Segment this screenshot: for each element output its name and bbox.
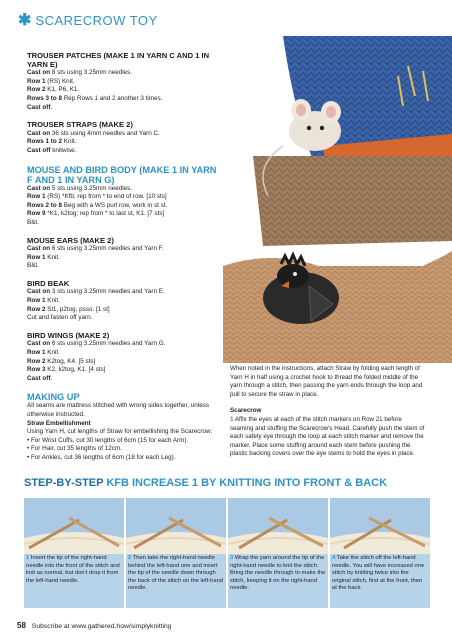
straw-instructions: When noted in the instructions, attach Straw by folding each length of Yarn H in half using a crochet hook to thread the folded middle of the yarn through a stitch, then passing the yarn ends through the loop and pull to secure the straw in place. bbox=[230, 365, 423, 398]
page-footer bbox=[17, 621, 172, 630]
instruction-line: • For Wrist Cuffs, cut 30 lengths of 6cm (15 for each Arm). bbox=[27, 436, 189, 444]
step-caption: 4 Take the stitch off the left-hand needle. You will have increased one stitch by knitting twice into the original stitch, first at the front, then at the back. bbox=[332, 555, 425, 592]
instruction-line: Cast off knitwise. bbox=[27, 146, 77, 154]
instruction-line: • For Hair, cut 35 lengths of 12cm. bbox=[27, 445, 122, 453]
step-by-step-panels bbox=[24, 498, 428, 608]
instruction-line: Straw Embellishment bbox=[27, 419, 91, 427]
instruction-line: Cast on 36 sts using 4mm needles and Yarn C. bbox=[27, 129, 160, 137]
section-heading: BIRD WINGS (MAKE 2) bbox=[27, 330, 110, 340]
step-panel bbox=[24, 498, 124, 608]
instruction-line: Row 1 Knit. bbox=[27, 349, 60, 357]
pattern-section bbox=[27, 165, 217, 228]
section-heading: MOUSE EARS (MAKE 2) bbox=[27, 235, 114, 245]
step-panel bbox=[126, 498, 226, 608]
knitting-needles-illustration bbox=[126, 498, 226, 554]
instruction-line: B&t. bbox=[27, 262, 39, 270]
instruction-line: Cast off. bbox=[27, 103, 53, 111]
instruction-line: Cast on 6 sts using 3.25mm needles and Yarn F. bbox=[27, 245, 164, 253]
instruction-line: Row 1 (RS) Knit. bbox=[27, 77, 75, 85]
instruction-line: B&t. bbox=[27, 218, 39, 226]
instruction-line: Row 1 Knit. bbox=[27, 297, 60, 305]
instruction-line: All seams are mattress stitched with wrong sides together, unless otherwise instructed. bbox=[27, 402, 209, 418]
pattern-section bbox=[27, 121, 217, 155]
pattern-instructions bbox=[27, 52, 217, 472]
instruction-line: Cast on 6 sts using 3.25mm needles and Yarn G. bbox=[27, 340, 166, 348]
pattern-section bbox=[27, 237, 217, 271]
instruction-line: Rows 1 to 2 Knit. bbox=[27, 138, 77, 146]
right-column-text bbox=[230, 365, 426, 459]
step-caption: 2 Then take the right-hand needle behind the left-hand one and insert the tip of the needle down through the back of the stitch on the left-hand needle. bbox=[128, 555, 224, 592]
scarecrow-photo bbox=[223, 36, 452, 363]
instruction-line: Row 1 (RS) *Kfb; rep from * to end of row. [10 sts] bbox=[27, 193, 167, 201]
page-number: 58 bbox=[17, 621, 26, 630]
step-by-step-heading bbox=[24, 477, 387, 489]
instruction-line: Row 1 Knit. bbox=[27, 253, 60, 261]
scarecrow-subheading: Scarecrow bbox=[230, 407, 262, 415]
scarecrow-step-1: 1 Affix the eyes at each of the stitch markers on Row 21 before seaming and stuffing the Scarecrow's Head. Carefully push the stem of each safety eye through the loop at each stitch marker and remove the marker. Place some stuffing around each stem before pushing the plastic backing covers over the eye stems to hold the eyes in place. bbox=[230, 415, 425, 458]
instruction-line: Cast on 3 sts using 3.25mm needles and Yarn E. bbox=[27, 288, 165, 296]
knitting-needles-illustration bbox=[330, 498, 430, 554]
section-heading: BIRD BEAK bbox=[27, 278, 70, 288]
pattern-section bbox=[27, 280, 217, 323]
instruction-line: Row 2 K2tog, K4. [5 sts] bbox=[27, 357, 96, 365]
step-by-step-label: STEP-BY-STEP bbox=[24, 477, 104, 489]
instruction-line: Rows 2 to 8 Beg with a WS purl row, work in st st. bbox=[27, 201, 168, 209]
knitting-needles-illustration bbox=[228, 498, 328, 554]
pattern-section bbox=[27, 392, 217, 462]
instruction-line: Using Yarn H, cut lengths of Straw for embellishing the Scarecrow: bbox=[27, 428, 213, 436]
instruction-line: Row 2 K1, P6, K1. bbox=[27, 86, 80, 94]
pattern-section bbox=[27, 52, 217, 112]
subscribe-text: Subscribe at www.gathered.how/simplyknitting bbox=[31, 623, 172, 630]
step-panel bbox=[330, 498, 430, 608]
instruction-line: Cast off. bbox=[27, 374, 53, 382]
section-heading: TROUSER PATCHES (MAKE 1 IN YARN C AND 1 IN YARN E) bbox=[27, 51, 210, 69]
page-header bbox=[18, 10, 158, 30]
section-heading: TROUSER STRAPS (MAKE 2) bbox=[27, 120, 133, 130]
step-caption: 3 Wrap the yarn around the tip of the right-hand needle to knit the stitch. Bring the needle through to make the stitch, keeping it on the right-hand needle. bbox=[230, 555, 326, 592]
instruction-line: • For Ankles, cut 36 lengths of 6cm (18 for each Leg). bbox=[27, 453, 176, 461]
instruction-line: Cut and fasten off yarn. bbox=[27, 314, 93, 322]
pattern-section bbox=[27, 332, 217, 384]
step-by-step-title: KFB INCREASE 1 BY KNITTING INTO FRONT & BACK bbox=[106, 477, 388, 489]
instruction-line: Cast on 8 sts using 3.25mm needles. bbox=[27, 69, 132, 77]
step-caption: 1 Insert the tip of the right-hand needle into the front of the stitch and knit as normal, but don't drop it from the left-hand needle. bbox=[26, 555, 120, 584]
instruction-line: Cast on 5 sts using 3.25mm needles. bbox=[27, 184, 132, 192]
instruction-line: Row 9 *K1, k2tog; rep from * to last st, K1. [7 sts] bbox=[27, 210, 165, 218]
asterisk-icon: ✱ bbox=[18, 12, 32, 29]
instruction-line: Rows 3 to 8 Rep Rows 1 and 2 another 3 times. bbox=[27, 94, 163, 102]
knitting-needles-illustration bbox=[24, 498, 124, 554]
section-heading: MAKING UP bbox=[27, 392, 80, 403]
instruction-line: Row 3 K2, k2tog, K1. [4 sts] bbox=[27, 366, 106, 374]
page-title: SCARECROW TOY bbox=[35, 12, 158, 28]
step-panel bbox=[228, 498, 328, 608]
section-heading: MOUSE AND BIRD BODY (MAKE 1 IN YARN F AND 1 IN YARN G) bbox=[27, 164, 217, 185]
instruction-line: Row 2 Sl1, p2tog, psso. [1 st] bbox=[27, 305, 110, 313]
